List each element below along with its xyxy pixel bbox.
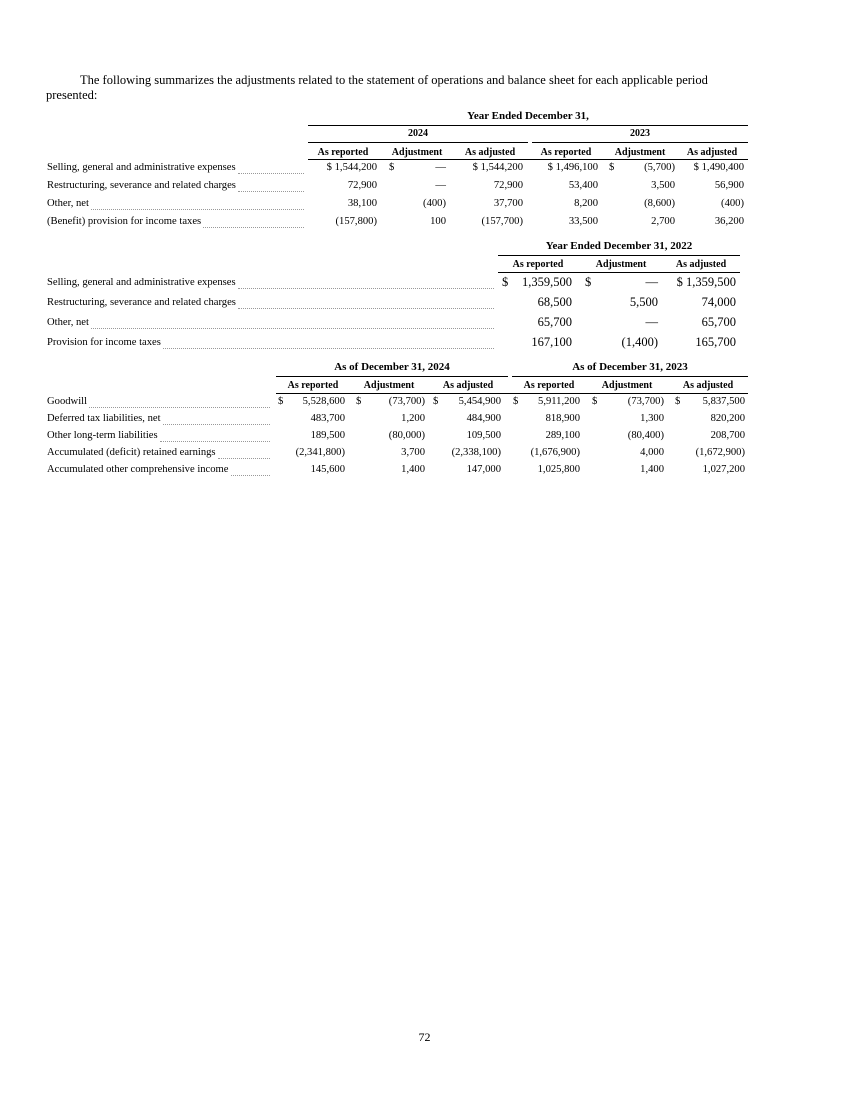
table3-cell: $	[513, 396, 519, 407]
table3-cell: $	[592, 396, 598, 407]
table1-column-header: As reported	[540, 147, 592, 158]
table3-cell: (2,341,800)	[295, 447, 345, 458]
table1-cell: 72,900	[493, 180, 523, 191]
table1-period-rule	[308, 125, 748, 126]
table3-cell: 1,400	[401, 464, 425, 475]
table3-row-label: Other long-term liabilities	[47, 430, 158, 441]
table1-period-title: Year Ended December 31,	[467, 110, 589, 122]
table2-cell: 1,359,500	[522, 275, 572, 289]
table3-row-label: Accumulated (deficit) retained earnings	[47, 447, 216, 458]
table2-period-rule	[498, 255, 740, 256]
table3-column-header: As adjusted	[442, 380, 494, 391]
table1-cell: 36,200	[714, 216, 744, 227]
page-number: 72	[418, 1030, 431, 1044]
table2-row-label: Other, net	[47, 317, 89, 328]
table1-column-header: Adjustment	[614, 147, 666, 158]
table2-leader-dots	[163, 348, 494, 349]
table1-year-rule-2023	[532, 142, 748, 143]
table3-cell: 109,500	[466, 430, 501, 441]
table3-row-label: Goodwill	[47, 396, 88, 407]
table3-column-header: As adjusted	[682, 380, 734, 391]
table1-cell: 2,700	[651, 216, 675, 227]
table3-cell: $	[675, 396, 681, 407]
table3-leader-dots	[160, 441, 270, 442]
table1-cell: $ 1,544,200	[472, 162, 523, 173]
table2-cell: $ 1,359,500	[676, 275, 736, 289]
table3-cell: (73,700)	[388, 396, 425, 407]
table1-cell: (400)	[721, 198, 744, 209]
table3-cell: 818,900	[545, 413, 580, 424]
table2-cell: 68,500	[537, 295, 572, 309]
table2-cell: 165,700	[695, 335, 736, 349]
table1-row-label: Selling, general and administrative expenses	[47, 162, 236, 173]
table2-header-rule	[498, 272, 740, 273]
table1-leader-dots	[91, 209, 304, 210]
table3-cell: 147,000	[466, 464, 501, 475]
table3-cell: (73,700)	[627, 396, 664, 407]
table3-column-header: As reported	[523, 380, 575, 391]
table3-cell: 4,000	[640, 447, 664, 458]
intro-paragraph	[46, 73, 756, 103]
table3-row-label: Deferred tax liabilities, net	[47, 413, 161, 424]
table1-column-header: As adjusted	[464, 147, 516, 158]
table3-cell: $	[356, 396, 362, 407]
table1-row-label: Restructuring, severance and related charges	[47, 180, 236, 191]
table3-cell: (1,672,900)	[695, 447, 745, 458]
table3-cell: 208,700	[710, 430, 745, 441]
table1-cell: $ 1,496,100	[547, 162, 598, 173]
table1-cell: 37,700	[493, 198, 523, 209]
table1-header-rule	[308, 159, 748, 160]
table3-leader-dots	[89, 407, 270, 408]
table1-cell: 56,900	[714, 180, 744, 191]
table1-cell: $ 1,544,200	[326, 162, 377, 173]
table1-cell: 8,200	[574, 198, 598, 209]
table1-cell: 72,900	[347, 180, 377, 191]
table3-cell: (80,000)	[388, 430, 425, 441]
table1-cell: 33,500	[568, 216, 598, 227]
table2-cell: 5,500	[629, 295, 658, 309]
table3-cell: 1,400	[640, 464, 664, 475]
table1-cell: (5,700)	[644, 162, 675, 173]
table2-row-label: Provision for income taxes	[47, 337, 161, 348]
table1-leader-dots	[238, 191, 304, 192]
table2-cell: 167,100	[531, 335, 572, 349]
table3-cell: 483,700	[310, 413, 345, 424]
table3-cell: 484,900	[466, 413, 501, 424]
table3-cell: 1,300	[640, 413, 664, 424]
table3-leader-dots	[163, 424, 270, 425]
table2-leader-dots	[238, 288, 494, 289]
table3-cell: (1,676,900)	[530, 447, 580, 458]
table1-row-label: (Benefit) provision for income taxes	[47, 216, 202, 227]
table3-cell: 289,100	[545, 430, 580, 441]
table3-cell: 820,200	[710, 413, 745, 424]
table3-column-header: As reported	[287, 380, 339, 391]
table1-year-2024: 2024	[408, 128, 428, 139]
table2-cell: —	[645, 275, 658, 289]
table1-cell: $	[389, 162, 395, 173]
table2-cell: $	[585, 275, 592, 289]
table3-header-rule	[276, 393, 748, 394]
table3-cell: 189,500	[310, 430, 345, 441]
table1-cell: (157,700)	[481, 216, 523, 227]
table2-period-title: Year Ended December 31, 2022	[545, 240, 693, 252]
table1-cell: $ 1,490,400	[693, 162, 744, 173]
table1-cell: (157,800)	[335, 216, 377, 227]
table2-cell: 65,700	[701, 315, 736, 329]
table3-cell: (2,338,100)	[451, 447, 501, 458]
table3-period-title-2024: As of December 31, 2024	[334, 361, 450, 373]
table3-cell: $	[433, 396, 439, 407]
table2-leader-dots	[91, 328, 494, 329]
table2-leader-dots	[238, 308, 494, 309]
table1-cell: —	[435, 162, 446, 173]
table1-leader-dots	[238, 173, 304, 174]
table1-leader-dots	[203, 227, 304, 228]
table3-column-header: Adjustment	[601, 380, 653, 391]
table3-cell: 1,025,800	[537, 464, 580, 475]
table1-row-label: Other, net	[47, 198, 89, 209]
intro-text: The following summarizes the adjustments related to the statement of operations and balance sheet for each applicable period presented:	[46, 73, 708, 102]
table1-cell: 38,100	[347, 198, 377, 209]
table1-cell: (400)	[423, 198, 446, 209]
table3-cell: 3,700	[401, 447, 425, 458]
table3-period-title-2023: As of December 31, 2023	[572, 361, 688, 373]
table1-year-rule-2024	[308, 142, 528, 143]
table2-column-header: As reported	[512, 259, 564, 270]
table3-leader-dots	[231, 475, 270, 476]
table3-column-header: Adjustment	[363, 380, 415, 391]
table3-cell: 1,200	[401, 413, 425, 424]
table3-cell: (80,400)	[627, 430, 664, 441]
table2-cell: 74,000	[701, 295, 736, 309]
table3-cell: 145,600	[310, 464, 345, 475]
table1-cell: (8,600)	[644, 198, 675, 209]
table1-column-header: Adjustment	[391, 147, 443, 158]
table2-cell: 65,700	[537, 315, 572, 329]
table3-period-rule-2023	[512, 376, 748, 377]
table3-cell: 5,837,500	[702, 396, 745, 407]
table3-cell: 5,454,900	[458, 396, 501, 407]
table3-period-rule-2024	[276, 376, 508, 377]
table3-cell: 1,027,200	[702, 464, 745, 475]
table3-cell: 5,911,200	[538, 396, 580, 407]
table2-column-header: As adjusted	[675, 259, 727, 270]
table3-leader-dots	[218, 458, 270, 459]
table2-row-label: Selling, general and administrative expenses	[47, 277, 236, 288]
table1-year-2023: 2023	[630, 128, 650, 139]
table3-cell: 5,528,600	[302, 396, 345, 407]
table1-column-header: As adjusted	[686, 147, 738, 158]
table2-cell: (1,400)	[621, 335, 658, 349]
table3-row-label: Accumulated other comprehensive income	[47, 464, 229, 475]
table2-cell: —	[645, 315, 658, 329]
table2-column-header: Adjustment	[595, 259, 647, 270]
table2-cell: $	[502, 275, 509, 289]
table1-column-header: As reported	[317, 147, 369, 158]
table1-cell: 53,400	[568, 180, 598, 191]
table1-cell: 100	[430, 216, 446, 227]
table3-cell: $	[278, 396, 284, 407]
table1-cell: $	[609, 162, 615, 173]
table1-cell: 3,500	[651, 180, 675, 191]
table2-row-label: Restructuring, severance and related charges	[47, 297, 236, 308]
table1-cell: —	[435, 180, 446, 191]
